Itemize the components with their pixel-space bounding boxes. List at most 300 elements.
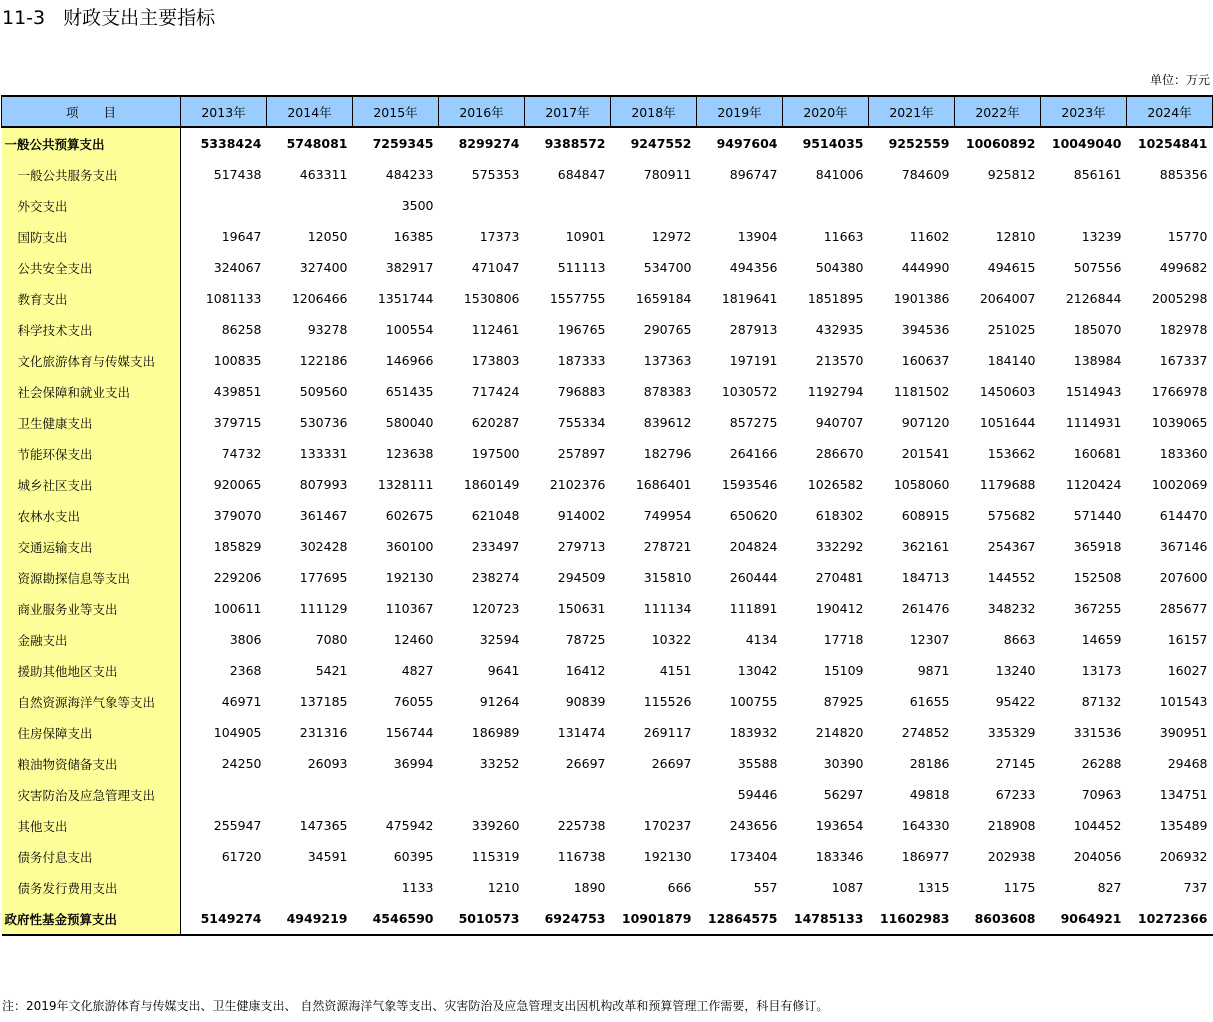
value-cell: 264166 — [729, 446, 778, 461]
value-cell: 4827 — [401, 663, 434, 678]
value-cell: 204056 — [1073, 849, 1122, 864]
value-cell: 4151 — [659, 663, 692, 678]
value-cell: 4949219 — [267, 903, 353, 935]
table-row — [2, 531, 1213, 562]
year-column-header: 2018年 — [611, 96, 697, 127]
year-column-header: 2022年 — [955, 96, 1041, 127]
row-label: 金融支出 — [2, 624, 181, 655]
row-label: 国防支出 — [2, 221, 181, 252]
value-cell: 463311 — [299, 167, 348, 182]
value-cell: 1530806 — [463, 291, 520, 306]
value-cell: 15770 — [1167, 229, 1208, 244]
value-cell: 12460 — [393, 632, 434, 647]
value-cell: 620287 — [471, 415, 520, 430]
value-cell: 471047 — [471, 260, 520, 275]
value-cell: 1002069 — [1151, 477, 1208, 492]
value-cell: 184140 — [987, 353, 1036, 368]
row-label: 资源勘探信息等支出 — [2, 562, 181, 593]
value-cell: 46971 — [221, 694, 262, 709]
value-cell: 920065 — [213, 477, 262, 492]
value-cell: 111134 — [643, 601, 692, 616]
value-cell: 104452 — [1073, 818, 1122, 833]
value-cell: 925812 — [987, 167, 1036, 182]
value-cell: 1081133 — [205, 291, 262, 306]
value-cell: 1039065 — [1151, 415, 1208, 430]
value-cell: 9252559 — [888, 136, 950, 151]
value-cell: 504380 — [815, 260, 864, 275]
value-cell: 16157 — [1167, 632, 1208, 647]
row-label: 粮油物资储备支出 — [2, 748, 181, 779]
value-cell: 204824 — [729, 539, 778, 554]
value-cell: 13240 — [995, 663, 1036, 678]
value-cell: 260444 — [729, 570, 778, 585]
value-cell: 348232 — [987, 601, 1036, 616]
value-cell: 111891 — [729, 601, 778, 616]
value-cell: 755334 — [557, 415, 606, 430]
year-column-header: 2024年 — [1127, 96, 1213, 127]
value-cell — [267, 190, 353, 221]
value-cell: 1051644 — [979, 415, 1036, 430]
value-cell: 100835 — [213, 353, 262, 368]
year-column-header: 2016年 — [439, 96, 525, 127]
value-cell: 32594 — [479, 632, 520, 647]
value-cell: 184713 — [901, 570, 950, 585]
value-cell: 11602983 — [869, 903, 955, 935]
value-cell: 137363 — [643, 353, 692, 368]
value-cell: 19647 — [221, 229, 262, 244]
table-row — [2, 438, 1213, 469]
value-cell: 26288 — [1081, 756, 1122, 771]
value-cell: 1860149 — [463, 477, 520, 492]
value-cell: 34591 — [307, 849, 348, 864]
value-cell: 120723 — [471, 601, 520, 616]
value-cell: 152508 — [1073, 570, 1122, 585]
row-label: 政府性基金预算支出 — [2, 903, 181, 935]
value-cell: 3806 — [229, 632, 262, 647]
value-cell: 807993 — [299, 477, 348, 492]
table-row — [2, 655, 1213, 686]
value-cell: 1686401 — [635, 477, 692, 492]
value-cell: 1175 — [1003, 880, 1036, 895]
value-cell: 1659184 — [635, 291, 692, 306]
value-cell: 580040 — [385, 415, 434, 430]
value-cell: 332292 — [815, 539, 864, 554]
row-label: 其他支出 — [2, 810, 181, 841]
value-cell: 183932 — [729, 725, 778, 740]
value-cell: 10060892 — [965, 136, 1036, 151]
value-cell: 2126844 — [1065, 291, 1122, 306]
value-cell: 1557755 — [549, 291, 606, 306]
value-cell: 511113 — [557, 260, 606, 275]
table-row — [2, 841, 1213, 872]
value-cell: 186989 — [471, 725, 520, 740]
value-cell: 197500 — [471, 446, 520, 461]
value-cell: 1030572 — [721, 384, 778, 399]
value-cell: 857275 — [729, 415, 778, 430]
value-cell: 93278 — [307, 322, 348, 337]
value-cell: 379715 — [213, 415, 262, 430]
row-label: 卫生健康支出 — [2, 407, 181, 438]
value-cell: 202938 — [987, 849, 1036, 864]
value-cell: 796883 — [557, 384, 606, 399]
value-cell: 878383 — [643, 384, 692, 399]
item-column-header: 项 目 — [2, 96, 181, 127]
value-cell: 16027 — [1167, 663, 1208, 678]
value-cell: 1133 — [401, 880, 434, 895]
footnote: 注：2019年文化旅游体育与传媒支出、卫生健康支出、 自然资源海洋气象等支出、灾害防治及应急管理支出因机构改革和预算管理工作需要，科目有修订。 — [2, 999, 829, 1013]
value-cell: 27145 — [995, 756, 1036, 771]
value-cell: 602675 — [385, 508, 434, 523]
value-cell: 14659 — [1081, 632, 1122, 647]
table-row — [2, 314, 1213, 345]
row-label: 援助其他地区支出 — [2, 655, 181, 686]
value-cell: 144552 — [987, 570, 1036, 585]
value-cell: 112461 — [471, 322, 520, 337]
value-cell: 100755 — [729, 694, 778, 709]
value-cell: 257897 — [557, 446, 606, 461]
value-cell — [1041, 190, 1127, 221]
value-cell: 270481 — [815, 570, 864, 585]
value-cell: 13042 — [737, 663, 778, 678]
value-cell: 87132 — [1081, 694, 1122, 709]
value-cell: 339260 — [471, 818, 520, 833]
value-cell: 12864575 — [697, 903, 783, 935]
value-cell: 11602 — [909, 229, 950, 244]
value-cell: 10901879 — [611, 903, 697, 935]
table-row — [2, 748, 1213, 779]
value-cell: 9064921 — [1041, 903, 1127, 935]
value-cell: 1058060 — [893, 477, 950, 492]
value-cell: 2005298 — [1151, 291, 1208, 306]
year-column-header: 2015年 — [353, 96, 439, 127]
value-cell: 360100 — [385, 539, 434, 554]
value-cell: 315810 — [643, 570, 692, 585]
value-cell: 367255 — [1073, 601, 1122, 616]
value-cell: 110367 — [385, 601, 434, 616]
value-cell: 362161 — [901, 539, 950, 554]
value-cell: 160681 — [1073, 446, 1122, 461]
row-label: 农林水支出 — [2, 500, 181, 531]
value-cell: 115319 — [471, 849, 520, 864]
value-cell: 13173 — [1081, 663, 1122, 678]
value-cell: 278721 — [643, 539, 692, 554]
value-cell: 177695 — [299, 570, 348, 585]
value-cell: 494615 — [987, 260, 1036, 275]
value-cell: 24250 — [221, 756, 262, 771]
value-cell: 269117 — [643, 725, 692, 740]
value-cell: 7259345 — [372, 136, 434, 151]
value-cell: 324067 — [213, 260, 262, 275]
row-label: 债务发行费用支出 — [2, 872, 181, 903]
row-label: 公共安全支出 — [2, 252, 181, 283]
value-cell: 534700 — [643, 260, 692, 275]
row-label: 社会保障和就业支出 — [2, 376, 181, 407]
row-label: 文化旅游体育与传媒支出 — [2, 345, 181, 376]
fiscal-expenditure-table — [1, 95, 1213, 936]
value-cell: 78725 — [565, 632, 606, 647]
value-cell: 1514943 — [1065, 384, 1122, 399]
value-cell: 10322 — [651, 632, 692, 647]
value-cell — [611, 779, 697, 810]
year-column-header: 2020年 — [783, 96, 869, 127]
value-cell: 1315 — [917, 880, 950, 895]
value-cell: 193654 — [815, 818, 864, 833]
value-cell: 183346 — [815, 849, 864, 864]
value-cell: 26697 — [651, 756, 692, 771]
value-cell: 133331 — [299, 446, 348, 461]
value-cell: 100611 — [213, 601, 262, 616]
value-cell: 650620 — [729, 508, 778, 523]
value-cell: 9247552 — [630, 136, 692, 151]
value-cell: 61720 — [221, 849, 262, 864]
value-cell: 201541 — [901, 446, 950, 461]
value-cell: 116738 — [557, 849, 606, 864]
value-cell: 1206466 — [291, 291, 348, 306]
value-cell: 1851895 — [807, 291, 864, 306]
year-column-header: 2013年 — [181, 96, 267, 127]
value-cell: 1181502 — [893, 384, 950, 399]
value-cell: 1819641 — [721, 291, 778, 306]
value-cell: 150631 — [557, 601, 606, 616]
value-cell: 60395 — [393, 849, 434, 864]
value-cell: 290765 — [643, 322, 692, 337]
row-label: 自然资源海洋气象等支出 — [2, 686, 181, 717]
value-cell: 575682 — [987, 508, 1036, 523]
value-cell: 509560 — [299, 384, 348, 399]
value-cell: 8603608 — [955, 903, 1041, 935]
row-label: 债务付息支出 — [2, 841, 181, 872]
value-cell: 153662 — [987, 446, 1036, 461]
value-cell: 4546590 — [353, 903, 439, 935]
table-row — [2, 345, 1213, 376]
table-row — [2, 469, 1213, 500]
value-cell: 33252 — [479, 756, 520, 771]
value-cell: 1901386 — [893, 291, 950, 306]
value-cell: 5748081 — [286, 136, 348, 151]
value-cell: 11663 — [823, 229, 864, 244]
value-cell: 156744 — [385, 725, 434, 740]
table-row — [2, 407, 1213, 438]
row-label: 教育支出 — [2, 283, 181, 314]
value-cell: 557 — [753, 880, 778, 895]
value-cell — [611, 190, 697, 221]
value-cell: 90839 — [565, 694, 606, 709]
value-cell: 243656 — [729, 818, 778, 833]
value-cell — [267, 872, 353, 903]
row-label: 交通运输支出 — [2, 531, 181, 562]
value-cell: 26697 — [565, 756, 606, 771]
value-cell: 95422 — [995, 694, 1036, 709]
value-cell — [439, 190, 525, 221]
value-cell: 131474 — [557, 725, 606, 740]
value-cell: 214820 — [815, 725, 864, 740]
value-cell: 780911 — [643, 167, 692, 182]
value-cell: 16385 — [393, 229, 434, 244]
value-cell: 115526 — [643, 694, 692, 709]
value-cell: 914002 — [557, 508, 606, 523]
value-cell: 134751 — [1159, 787, 1208, 802]
value-cell: 394536 — [901, 322, 950, 337]
table-row — [2, 190, 1213, 221]
value-cell: 229206 — [213, 570, 262, 585]
value-cell: 530736 — [299, 415, 348, 430]
value-cell: 896747 — [729, 167, 778, 182]
value-cell: 225738 — [557, 818, 606, 833]
value-cell: 197191 — [729, 353, 778, 368]
value-cell: 70963 — [1081, 787, 1122, 802]
value-cell: 233497 — [471, 539, 520, 554]
value-cell: 9514035 — [802, 136, 864, 151]
value-cell — [697, 190, 783, 221]
table-row — [2, 500, 1213, 531]
value-cell: 8663 — [1003, 632, 1036, 647]
value-cell: 185070 — [1073, 322, 1122, 337]
table-row — [2, 779, 1213, 810]
value-cell: 285677 — [1159, 601, 1208, 616]
value-cell: 494356 — [729, 260, 778, 275]
year-column-header: 2021年 — [869, 96, 955, 127]
table-row — [2, 376, 1213, 407]
value-cell: 74732 — [221, 446, 262, 461]
value-cell: 839612 — [643, 415, 692, 430]
value-cell: 907120 — [901, 415, 950, 430]
value-cell: 856161 — [1073, 167, 1122, 182]
value-cell: 8299274 — [458, 136, 520, 151]
value-cell: 9388572 — [544, 136, 606, 151]
value-cell: 1450603 — [979, 384, 1036, 399]
value-cell: 784609 — [901, 167, 950, 182]
value-cell: 30390 — [823, 756, 864, 771]
row-label: 住房保障支出 — [2, 717, 181, 748]
value-cell: 14785133 — [783, 903, 869, 935]
value-cell: 13904 — [737, 229, 778, 244]
value-cell: 571440 — [1073, 508, 1122, 523]
value-cell: 335329 — [987, 725, 1036, 740]
value-cell: 254367 — [987, 539, 1036, 554]
value-cell: 614470 — [1159, 508, 1208, 523]
value-cell: 138984 — [1073, 353, 1122, 368]
row-label: 一般公共预算支出 — [2, 127, 181, 159]
value-cell: 1192794 — [807, 384, 864, 399]
value-cell: 287913 — [729, 322, 778, 337]
value-cell — [181, 779, 267, 810]
value-cell — [525, 190, 611, 221]
table-row — [2, 593, 1213, 624]
value-cell: 170237 — [643, 818, 692, 833]
value-cell: 12050 — [307, 229, 348, 244]
row-label: 商业服务业等支出 — [2, 593, 181, 624]
value-cell: 111129 — [299, 601, 348, 616]
year-column-header: 2014年 — [267, 96, 353, 127]
value-cell: 7080 — [315, 632, 348, 647]
value-cell: 101543 — [1159, 694, 1208, 709]
value-cell — [353, 779, 439, 810]
value-cell: 827 — [1097, 880, 1122, 895]
table-row — [2, 872, 1213, 903]
value-cell: 182978 — [1159, 322, 1208, 337]
value-cell: 621048 — [471, 508, 520, 523]
value-cell: 28186 — [909, 756, 950, 771]
value-cell: 261476 — [901, 601, 950, 616]
value-cell: 499682 — [1159, 260, 1208, 275]
value-cell: 91264 — [479, 694, 520, 709]
value-cell: 238274 — [471, 570, 520, 585]
table-row — [2, 903, 1213, 935]
value-cell: 123638 — [385, 446, 434, 461]
value-cell: 279713 — [557, 539, 606, 554]
value-cell: 608915 — [901, 508, 950, 523]
value-cell: 1328111 — [377, 477, 434, 492]
value-cell: 517438 — [213, 167, 262, 182]
value-cell: 10254841 — [1137, 136, 1208, 151]
value-cell: 666 — [667, 880, 692, 895]
value-cell: 618302 — [815, 508, 864, 523]
value-cell: 10901 — [565, 229, 606, 244]
value-cell: 3500 — [401, 198, 434, 213]
year-column-header: 2017年 — [525, 96, 611, 127]
value-cell: 135489 — [1159, 818, 1208, 833]
value-cell: 192130 — [385, 570, 434, 585]
value-cell: 10272366 — [1127, 903, 1213, 935]
value-cell: 841006 — [815, 167, 864, 182]
value-cell: 5149274 — [181, 903, 267, 935]
value-cell: 9497604 — [716, 136, 778, 151]
value-cell — [439, 779, 525, 810]
value-cell: 160637 — [901, 353, 950, 368]
table-row — [2, 562, 1213, 593]
row-label: 一般公共服务支出 — [2, 159, 181, 190]
value-cell: 137185 — [299, 694, 348, 709]
value-cell: 187333 — [557, 353, 606, 368]
value-cell: 651435 — [385, 384, 434, 399]
value-cell: 2064007 — [979, 291, 1036, 306]
value-cell: 192130 — [643, 849, 692, 864]
value-cell: 183360 — [1159, 446, 1208, 461]
value-cell: 1114931 — [1065, 415, 1122, 430]
value-cell: 331536 — [1073, 725, 1122, 740]
value-cell — [955, 190, 1041, 221]
value-cell: 255947 — [213, 818, 262, 833]
year-column-header: 2019年 — [697, 96, 783, 127]
table-row — [2, 252, 1213, 283]
value-cell: 185829 — [213, 539, 262, 554]
value-cell: 15109 — [823, 663, 864, 678]
value-cell: 186977 — [901, 849, 950, 864]
value-cell: 2368 — [229, 663, 262, 678]
value-cell: 12972 — [651, 229, 692, 244]
header-row — [2, 96, 1213, 127]
value-cell: 231316 — [299, 725, 348, 740]
value-cell: 173404 — [729, 849, 778, 864]
value-cell: 507556 — [1073, 260, 1122, 275]
table-row — [2, 283, 1213, 314]
table-row — [2, 127, 1213, 159]
value-cell — [783, 190, 869, 221]
row-label: 灾害防治及应急管理支出 — [2, 779, 181, 810]
row-label: 外交支出 — [2, 190, 181, 221]
value-cell: 1087 — [831, 880, 864, 895]
value-cell: 379070 — [213, 508, 262, 523]
value-cell: 302428 — [299, 539, 348, 554]
value-cell: 475942 — [385, 818, 434, 833]
value-cell: 218908 — [987, 818, 1036, 833]
value-cell — [869, 190, 955, 221]
value-cell: 274852 — [901, 725, 950, 740]
value-cell — [1127, 190, 1213, 221]
value-cell: 361467 — [299, 508, 348, 523]
table-row — [2, 221, 1213, 252]
value-cell: 1120424 — [1065, 477, 1122, 492]
